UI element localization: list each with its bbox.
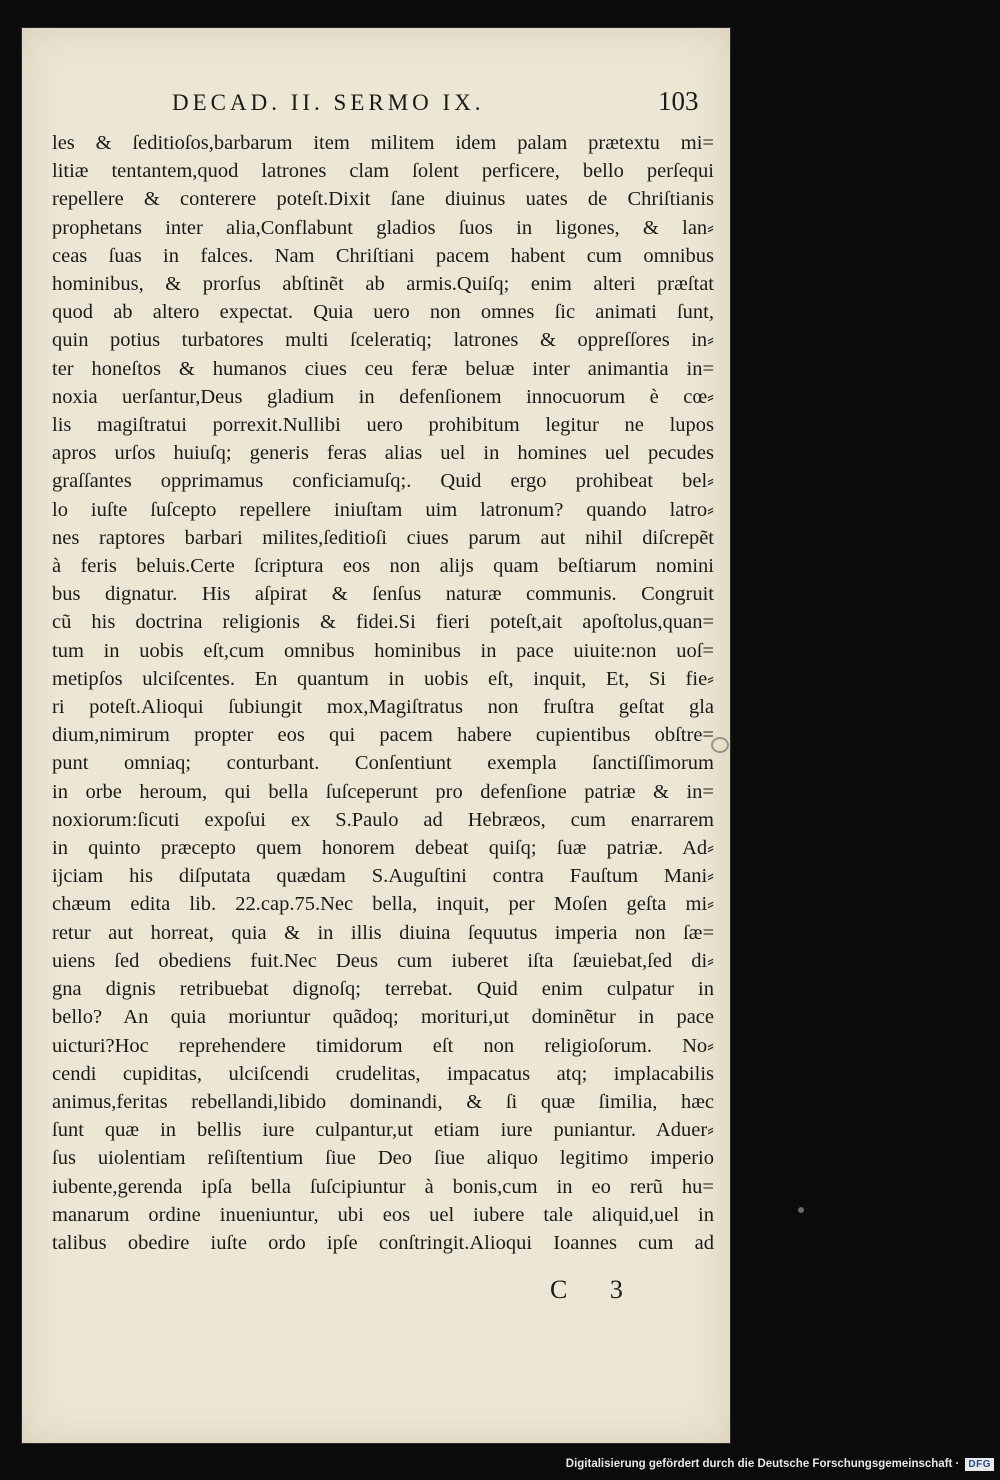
- text-line: animus,feritas rebellandi,libido dominandi, & ſi quæ ſimilia, hæc: [52, 1090, 714, 1113]
- text-line: chæum edita lib. 22.cap.75.Nec bella, inquit, per Moſen geſta mi⸗: [52, 893, 714, 916]
- ring-blemish: [711, 737, 729, 753]
- text-line: noxiorum:ſicuti expoſui ex S.Paulo ad Hebræos, cum enarrarem: [52, 808, 714, 831]
- text-line: uicturi?Hoc reprehendere timidorum eſt non religioſorum. No⸗: [52, 1034, 714, 1057]
- text-line: ſunt quæ in bellis iure culpantur,ut etiam iure puniantur. Aduer⸗: [52, 1119, 714, 1142]
- text-line: prophetans inter alia,Conflabunt gladios ſuos in ligones, & lan⸗: [52, 216, 714, 239]
- text-line: apros urſos huiuſq; generis feras alias uel in homines uel pecudes: [52, 442, 714, 465]
- text-line: ceas ſuas in falces. Nam Chriſtiani pacem habent cum omnibus: [52, 244, 714, 267]
- body-text: [52, 129, 714, 1257]
- page-number: 103: [658, 86, 699, 116]
- text-line: dium,nimirum propter eos qui pacem habere cupientibus obſtre=: [52, 724, 714, 747]
- dfg-logo-icon: DFG: [965, 1458, 994, 1471]
- text-line: ijciam his diſputata quædam S.Auguſtini contra Fauſtum Mani⸗: [52, 865, 714, 888]
- text-line: ter honeſtos & humanos ciues ceu feræ beluæ inter animantia in=: [52, 357, 714, 380]
- text-line: quod ab altero expectat. Quia uero non omnes ſic animati ſunt,: [52, 301, 714, 324]
- dot-blemish: [798, 1207, 804, 1213]
- text-line: retur aut horreat, quia & in illis diuina ſequutus imperia non ſæ=: [52, 921, 714, 944]
- text-line: les & ſeditioſos,barbarum item militem idem palam prætextu mi=: [52, 132, 714, 154]
- text-line: à feris beluis.Certe ſcriptura eos non alijs quam beſtiarum nomini: [52, 555, 714, 578]
- text-line: in quinto præcepto quem honorem debeat quiſq; ſuæ patriæ. Ad⸗: [52, 837, 714, 860]
- text-line: cũ his doctrina religionis & fidei.Si fieri poteſt,ait apoſtolus,quan=: [52, 611, 714, 634]
- text-line: repellere & conterere poteſt.Dixit ſane diuinus uates de Chriſtianis: [52, 188, 714, 211]
- text-line: litiæ tentantem,quod latrones clam ſolent perficere, bello perſequi: [52, 160, 714, 183]
- text-line: cendi cupiditas, ulciſcendi crudelitas, impacatus atq; implacabilis: [52, 1062, 714, 1085]
- text-line: noxia uerſantur,Deus gladium in defenſionem innocuorum è cœ⸗: [52, 385, 714, 408]
- text-line: nes raptores barbari milites,ſeditioſi ciues parum aut nihil diſcrepẽt: [52, 526, 714, 549]
- text-line: bus dignatur. His aſpirat & ſenſus naturæ communis. Congruit: [52, 583, 714, 606]
- text-line: graſſantes opprimamus conficiamuſq;. Quid ergo prohibeat bel⸗: [52, 470, 714, 493]
- text-line: lis magiſtratui porrexit.Nullibi uero prohibitum legitur ne lupos: [52, 414, 714, 437]
- text-line: iubente,gerenda ipſa bella ſuſcipiuntur à bonis,cum in eo rerũ hu=: [52, 1175, 714, 1198]
- signature-mark: C 3: [550, 1275, 641, 1304]
- text-line: ri poteſt.Alioqui ſubiungit mox,Magiſtratus non fruſtra geſtat gla: [52, 696, 714, 719]
- text-line: tum in uobis eſt,cum omnibus hominibus in pace uiuite:non uoſ=: [52, 639, 714, 662]
- text-line: talibus obedire iuſte ordo ipſe conſtringit.Alioqui Ioannes cum ad: [52, 1231, 714, 1254]
- text-line: gna dignis retribuebat dignoſq; terrebat. Quid enim culpatur in: [52, 978, 714, 1001]
- text-line: uiens ſed obediens fuit.Nec Deus cum iuberet iſta ſæuiebat,ſed di⸗: [52, 949, 714, 972]
- text-line: lo iuſte ſuſcepto repellere iniuſtam uim latronum? quando latro⸗: [52, 498, 714, 521]
- text-line: bello? An quia moriuntur quãdoq; morituri,ut dominẽtur in pace: [52, 1006, 714, 1029]
- running-head: DECAD. II. SERMO IX.: [172, 90, 485, 115]
- footer-banner: [566, 1456, 994, 1472]
- funding-credit: Digitalisierung gefördert durch die Deutsche Forschungsgemeinschaft ·: [565, 1458, 960, 1470]
- text-line: in orbe heroum, qui bella ſuſceperunt pro defenſione patriæ & in=: [52, 780, 714, 803]
- text-line: manarum ordine inueniuntur, ubi eos uel iubere tale aliquid,uel in: [52, 1203, 714, 1226]
- text-line: hominibus, & prorſus abſtinẽt ab armis.Quiſq; enim alteri præſtat: [52, 273, 714, 296]
- text-line: punt omniaq; conturbant. Conſentiunt exempla ſanctiſſimorum: [52, 752, 714, 775]
- book-page: [22, 28, 730, 1443]
- text-line: ſus uiolentiam reſiſtentium ſiue Deo ſiue aliquo legitimo imperio: [52, 1147, 714, 1170]
- text-line: metipſos ulciſcentes. En quantum in uobis eſt, inquit, Et, Si fie⸗: [52, 667, 714, 690]
- text-line: quin potius turbatores multi ſceleratiq; latrones & oppreſſores in⸗: [52, 329, 714, 352]
